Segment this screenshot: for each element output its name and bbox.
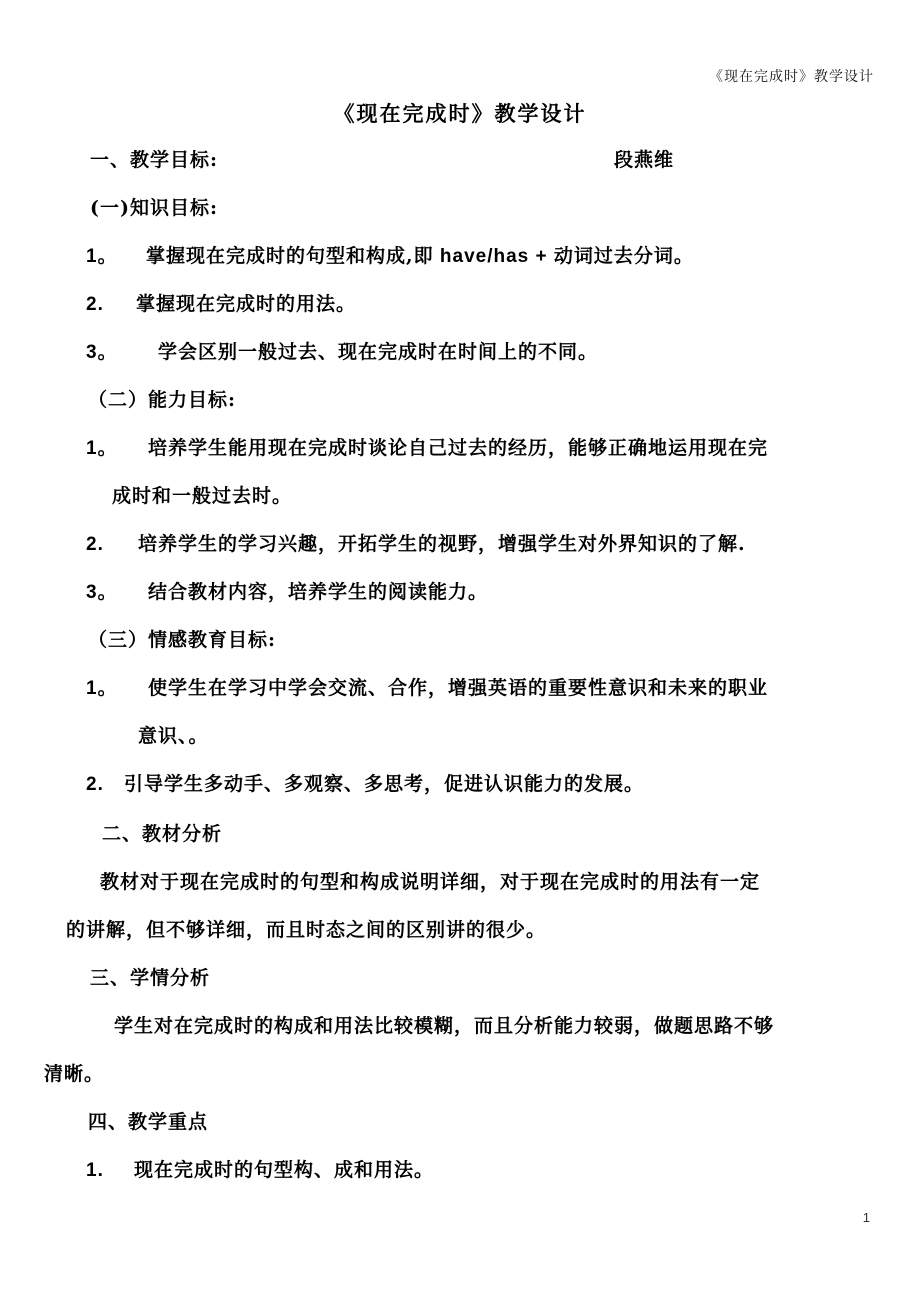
item-text: 掌握现在完成时的句型和构成,即	[146, 245, 434, 267]
running-header: 《现在完成时》教学设计	[709, 69, 874, 85]
item-number: 2.	[86, 774, 104, 795]
list-item	[86, 580, 488, 605]
item-text: 培养学生的学习兴趣，开拓学生的视野，增强学生对外界知识的了解.	[138, 533, 746, 555]
paragraph-line: 的讲解，但不够详细，而且时态之间的区别讲的很少。	[66, 919, 547, 941]
list-item	[86, 532, 746, 557]
item-number: 2.	[86, 534, 104, 555]
item-number: 1。	[86, 246, 118, 267]
item-text: 引导学生多动手、多观察、多思考，促进认识能力的发展。	[124, 773, 645, 795]
item-number: 1。	[86, 438, 118, 459]
section-heading-key-points: 四、教学重点	[88, 1111, 209, 1133]
list-item	[86, 772, 644, 797]
list-item	[86, 1158, 434, 1183]
item-text: 结合教材内容，培养学生的阅读能力。	[148, 581, 489, 603]
author-name: 段燕维	[614, 149, 675, 171]
subheading-knowledge: (一)知识目标:	[90, 197, 218, 219]
item-text-end: 动词过去分词。	[553, 245, 694, 267]
section-heading-textbook-analysis: 二、教材分析	[102, 823, 223, 845]
subheading-ability: （二）能力目标:	[88, 389, 237, 411]
paragraph-line: 学生对在完成时的构成和用法比较模糊，而且分析能力较弱，做题思路不够	[114, 1015, 775, 1037]
item-text: 使学生在学习中学会交流、合作，增强英语的重要性意识和未来的职业	[148, 677, 769, 699]
paragraph-line: 教材对于现在完成时的句型和构成说明详细，对于现在完成时的用法有一定	[100, 871, 761, 893]
list-item	[86, 436, 768, 461]
item-text: 现在完成时的句型构、成和用法。	[134, 1159, 435, 1181]
item-number: 3。	[86, 342, 118, 363]
item-text: 培养学生能用现在完成时谈论自己过去的经历，能够正确地运用现在完	[148, 437, 769, 459]
document-title: 《现在完成时》教学设计	[333, 101, 587, 126]
paragraph-line: 清晰。	[44, 1063, 105, 1085]
list-item	[86, 292, 356, 317]
list-item-continuation: 成时和一般过去时。	[112, 485, 293, 507]
list-item	[86, 244, 694, 269]
section-heading-student-analysis: 三、学情分析	[90, 967, 211, 989]
item-number: 3。	[86, 582, 118, 603]
item-number: 2.	[86, 294, 104, 315]
subheading-emotion: （三）情感教育目标:	[88, 629, 277, 651]
item-text: 掌握现在完成时的用法。	[136, 293, 357, 315]
list-item-continuation: 意识、。	[138, 725, 209, 747]
item-number: 1。	[86, 678, 118, 699]
section-heading-objectives: 一、教学目标:	[90, 149, 219, 171]
item-formula: have/has +	[433, 246, 554, 267]
item-text: 学会区别一般过去、现在完成时在时间上的不同。	[158, 341, 599, 363]
list-item	[86, 340, 598, 365]
page-number: 1	[862, 1210, 870, 1225]
list-item	[86, 676, 768, 701]
item-number: 1.	[86, 1160, 104, 1181]
